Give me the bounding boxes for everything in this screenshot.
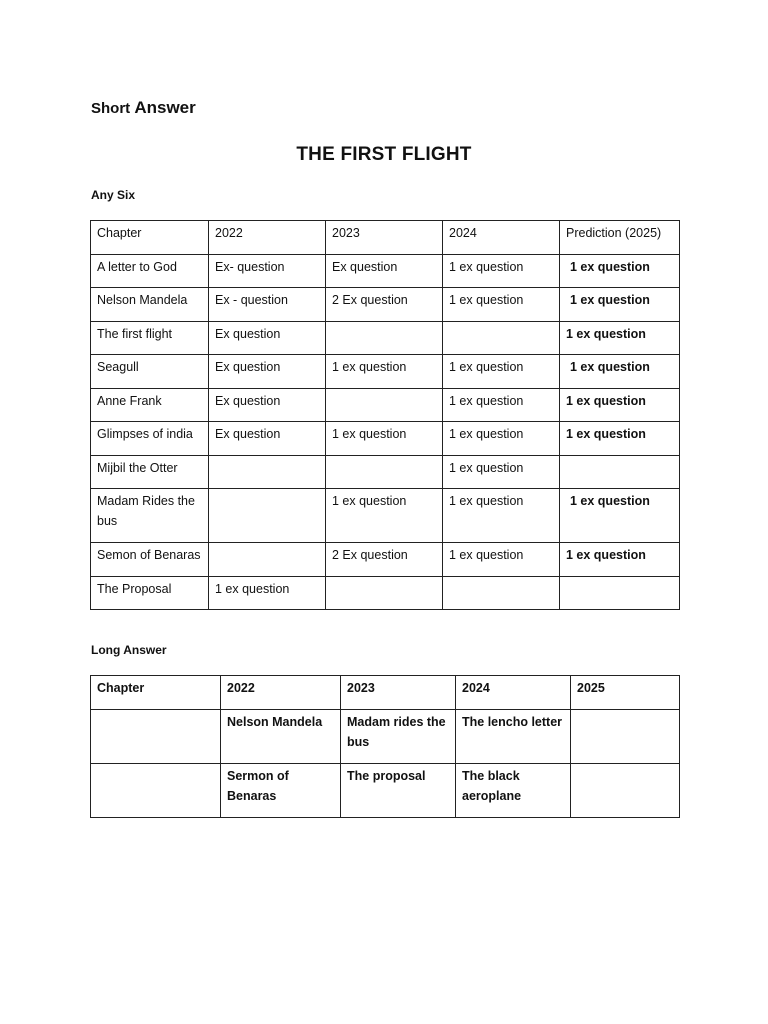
prediction-cell: 1 ex question bbox=[560, 489, 680, 543]
table-row bbox=[91, 455, 680, 489]
year-cell: 1 ex question bbox=[443, 422, 560, 456]
chapter-cell: Nelson Mandela bbox=[91, 288, 209, 322]
year-cell: Ex- question bbox=[209, 254, 326, 288]
table-row bbox=[91, 764, 680, 818]
year-cell bbox=[443, 576, 560, 610]
year-cell bbox=[443, 321, 560, 355]
table-row bbox=[91, 422, 680, 456]
short-answer-word: Answer bbox=[134, 98, 196, 117]
header-cell: 2023 bbox=[341, 676, 456, 710]
year-cell: 2 Ex question bbox=[326, 543, 443, 577]
chapter-cell: The Proposal bbox=[91, 576, 209, 610]
table-row bbox=[91, 388, 680, 422]
chapter-cell: Madam Rides the bus bbox=[91, 489, 209, 543]
short-answer-table bbox=[90, 220, 680, 610]
year-cell: 1 ex question bbox=[443, 455, 560, 489]
prediction-cell: 1 ex question bbox=[560, 254, 680, 288]
table-row bbox=[91, 710, 680, 764]
prediction-cell bbox=[560, 455, 680, 489]
year-cell: Sermon of Benaras bbox=[221, 764, 341, 818]
short-answer-prefix: Short bbox=[91, 100, 131, 117]
prediction-cell: 1 ex question bbox=[560, 543, 680, 577]
table-row bbox=[91, 576, 680, 610]
prediction-cell: 1 ex question bbox=[560, 288, 680, 322]
header-cell: 2024 bbox=[443, 221, 560, 255]
year-cell: 1 ex question bbox=[443, 543, 560, 577]
year-cell bbox=[571, 764, 680, 818]
table-row bbox=[91, 489, 680, 543]
header-cell: 2024 bbox=[456, 676, 571, 710]
chapter-cell: Mijbil the Otter bbox=[91, 455, 209, 489]
header-cell: 2022 bbox=[209, 221, 326, 255]
table-row bbox=[91, 543, 680, 577]
chapter-cell: Glimpses of india bbox=[91, 422, 209, 456]
year-cell: The proposal bbox=[341, 764, 456, 818]
chapter-cell: A letter to God bbox=[91, 254, 209, 288]
prediction-cell bbox=[560, 576, 680, 610]
year-cell bbox=[571, 710, 680, 764]
year-cell: Nelson Mandela bbox=[221, 710, 341, 764]
prediction-cell: 1 ex question bbox=[560, 355, 680, 389]
year-cell: The lencho letter bbox=[456, 710, 571, 764]
header-cell: 2025 bbox=[571, 676, 680, 710]
year-cell: 1 ex question bbox=[443, 254, 560, 288]
year-cell bbox=[326, 388, 443, 422]
year-cell: 2 Ex question bbox=[326, 288, 443, 322]
year-cell bbox=[209, 455, 326, 489]
table-row bbox=[91, 288, 680, 322]
table-row bbox=[91, 355, 680, 389]
year-cell bbox=[326, 455, 443, 489]
chapter-cell: Anne Frank bbox=[91, 388, 209, 422]
year-cell: 1 ex question bbox=[326, 422, 443, 456]
year-cell bbox=[209, 489, 326, 543]
year-cell: Ex question bbox=[209, 388, 326, 422]
chapter-cell: Seagull bbox=[91, 355, 209, 389]
prediction-cell: 1 ex question bbox=[560, 388, 680, 422]
year-cell: Ex question bbox=[209, 321, 326, 355]
header-cell: Chapter bbox=[91, 676, 221, 710]
header-cell: Prediction (2025) bbox=[560, 221, 680, 255]
year-cell: 1 ex question bbox=[443, 355, 560, 389]
year-cell bbox=[326, 321, 443, 355]
year-cell: 1 ex question bbox=[326, 355, 443, 389]
year-cell: Madam rides the bus bbox=[341, 710, 456, 764]
table-header-row bbox=[91, 676, 680, 710]
page-title: THE FIRST FLIGHT bbox=[296, 144, 472, 165]
any-six-label: Any Six bbox=[91, 188, 136, 202]
year-cell: Ex - question bbox=[209, 288, 326, 322]
header-cell: Chapter bbox=[91, 221, 209, 255]
prediction-cell: 1 ex question bbox=[560, 422, 680, 456]
chapter-cell: The first flight bbox=[91, 321, 209, 355]
table-header-row bbox=[91, 221, 680, 255]
year-cell: Ex question bbox=[209, 355, 326, 389]
table-row bbox=[91, 321, 680, 355]
year-cell: The black aeroplane bbox=[456, 764, 571, 818]
year-cell: 1 ex question bbox=[209, 576, 326, 610]
chapter-cell bbox=[91, 710, 221, 764]
year-cell bbox=[326, 576, 443, 610]
long-answer-table bbox=[90, 675, 680, 818]
year-cell: 1 ex question bbox=[326, 489, 443, 543]
year-cell: 1 ex question bbox=[443, 388, 560, 422]
prediction-cell: 1 ex question bbox=[560, 321, 680, 355]
year-cell: Ex question bbox=[209, 422, 326, 456]
chapter-cell bbox=[91, 764, 221, 818]
year-cell: 1 ex question bbox=[443, 489, 560, 543]
header-cell: 2022 bbox=[221, 676, 341, 710]
year-cell bbox=[209, 543, 326, 577]
short-answer-heading bbox=[91, 98, 196, 118]
year-cell: 1 ex question bbox=[443, 288, 560, 322]
year-cell: Ex question bbox=[326, 254, 443, 288]
chapter-cell: Semon of Benaras bbox=[91, 543, 209, 577]
header-cell: 2023 bbox=[326, 221, 443, 255]
table-row bbox=[91, 254, 680, 288]
long-answer-label: Long Answer bbox=[91, 643, 167, 657]
